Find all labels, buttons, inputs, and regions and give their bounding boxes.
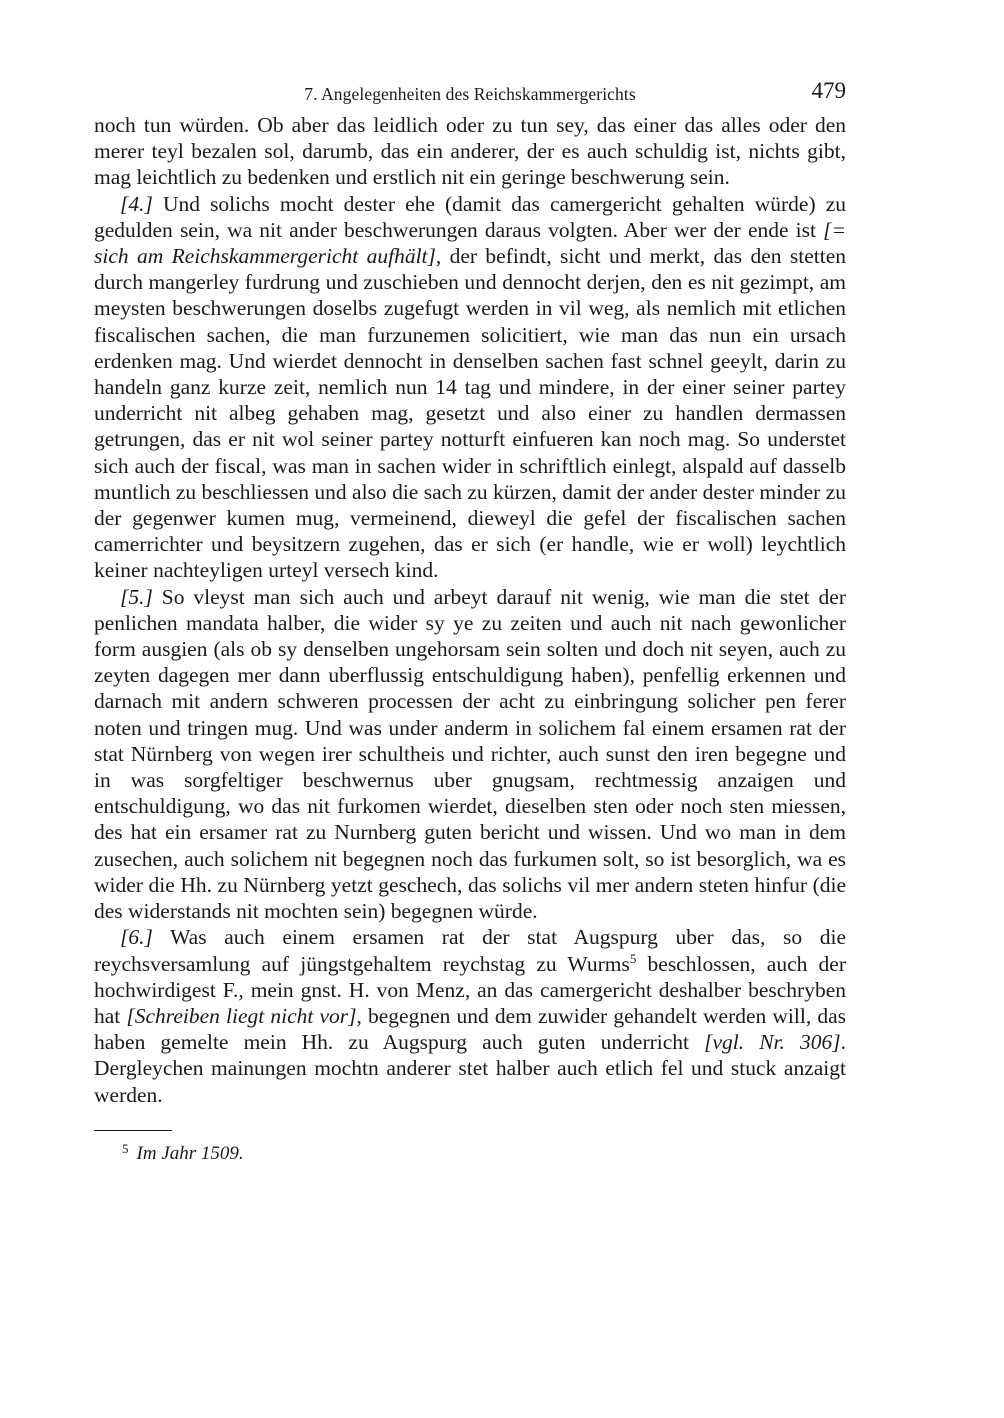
paragraph-6 <box>94 924 846 1107</box>
paragraph-text: So vleyst man sich auch und arbeyt darauf nit wenig, wie man die stet der penlichen mandata halber, die wider sy ye zu zeiten und auch nit nach gewonlicher form ausgien (als ob sy denselben ungehorsam sein solten und doch nit seyen, auch zu zeyten dagegen mer dann uberflussig entschuldigung haben), penfellig erkennen und darnach mit andern schweren processen der acht zu einbringung solicher pen ferer noten und tringen mug. Und was under anderm in solichem fal einem ersamen rat der stat Nürnberg von wegen irer schultheis und richter, auch sunst den iren begegne und in was sorgfeltiger beschwernus uber gnugsam, rechtmessig anzaigen und entschuldigung, wo das nit furkomen wierdet, dieselben sten oder noch sten miessen, des hat ein ersamer rat zu Nurnberg guten bericht und wissen. Und wo man in dem zusechen, auch solichem nit begegnen noch das furkumen solt, so ist besorglich, wa es wider die Hh. zu Nürnberg yetzt geschech, das solichs vil mer andern steten hinfur (die des widerstands nit mochten sein) begegnen würde. <box>94 584 846 924</box>
footnote-number: 5 <box>122 1140 129 1156</box>
paragraph-5 <box>94 584 846 925</box>
running-title: 7. Angelegenheiten des Reichskammergerichts <box>304 84 636 104</box>
body-text <box>94 112 846 1108</box>
paragraph-text: , der befindt, sicht und merkt, das den stetten durch mangerley furdrung und zuschieben und dennocht derjen, den es nit gezimpt, am meysten beschwerungen doselbs zugefugt werden in vil weg, als nemlich mit etlichen fiscalischen sachen, die man furzunemen solicitiert, wie man das nun ein ursach erdenken mag. Und wierdet dennocht in denselben sachen fast schnel geeylt, darin zu handeln ganz kurze zeit, nemlich nun 14 tag und mindere, in der einer seiner partey underricht nit albeg gehaben mag, gesetzt und also einer zu handlen dermassen getrungen, das er nit wol seiner partey notturft einfueren kan noch mag. So understet sich auch der fiscal, was man in sachen wider in schriftlich einlegt, alspald auf dasselb muntlich zu beschliessen und also die sach zu kürzen, damit der ander dester minder zu der gegenwer kumen mug, vermeinend, dieweyl die gefel der fiscalischen sachen camerrichter und beysitzern zugehen, das er sich (er handle, wie er woll) leychtlich keiner nachteyligen urteyl versech kind. <box>94 244 846 583</box>
footnote-divider <box>94 1130 172 1131</box>
paragraph-text: noch tun würden. Ob aber das leidlich oder zu tun sey, das einer das alles oder den merer teyl bezalen sol, darumb, das ein anderer, der es auch schuldig ist, nichts gibt, mag leichtlich zu bedenken und erstlich nit ein geringe beschwerung sein. <box>94 113 846 190</box>
paragraph-text: beschlossen, auch der hochwirdigest F., mein gnst. H. von Menz, an das camergericht deshalber beschryben hat <box>94 951 846 1028</box>
paragraph-text: Und solichs mocht dester ehe (damit das camergericht gehalten würde) zu gedulden sein, wa nit ander beschwerungen daraus volgten. Aber wer der ende ist <box>94 191 846 242</box>
editorial-gloss: [= sich am Reichskammergericht aufhält] <box>94 217 846 269</box>
footnote-text: Im Jahr 1509. <box>136 1142 244 1164</box>
footnote-reference[interactable]: 5 <box>629 950 637 966</box>
footnote <box>94 1137 846 1166</box>
section-marker: [6.] <box>120 925 153 950</box>
paragraph-text: , begegnen und dem zuwider gehandelt werden will, das haben gemelte mein Hh. zu Augspurg auch guten underricht <box>94 1003 846 1055</box>
editorial-gloss: [vgl. Nr. 306] <box>704 1030 841 1055</box>
running-header <box>94 72 846 112</box>
paragraph-text: . Dergleychen mainungen mochtn anderer stet halber auch etlich fel und stuck anzaigt werden. <box>94 1030 846 1107</box>
paragraph-4 <box>94 191 846 584</box>
document-page <box>94 72 846 1166</box>
page-number: 479 <box>811 78 846 103</box>
paragraph-continuation <box>94 112 846 191</box>
section-marker: [5.] <box>120 584 153 609</box>
editorial-gloss: [Schreiben liegt nicht vor] <box>126 1003 357 1028</box>
section-marker: [4.] <box>120 191 153 216</box>
paragraph-text: Was auch einem ersamen rat der stat Augspurg uber das, so die reychsversamlung auf jüngstgehaltem reychstag zu Wurms <box>94 925 846 976</box>
